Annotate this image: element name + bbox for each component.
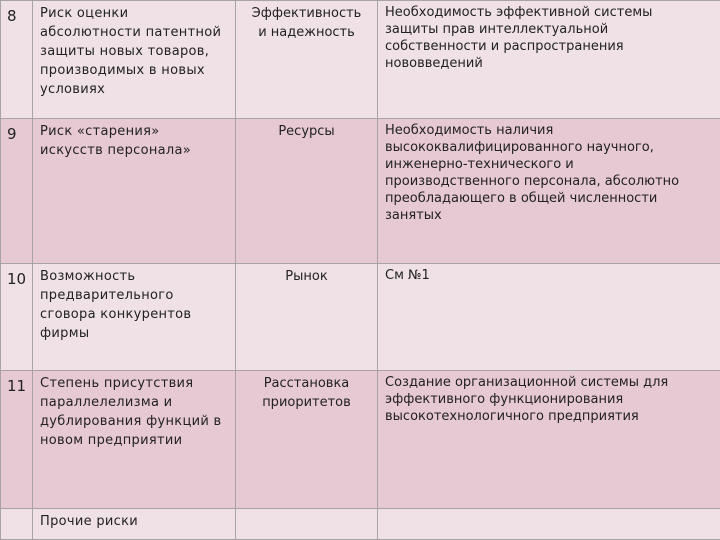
risk-cell: [33, 371, 236, 509]
table-row: [1, 371, 720, 509]
description-text: Необходимость наличия высококвалифицированного научного, инженерно-технического и производственного персонала, абсолютно преобладающего в общей численности занятых: [385, 123, 680, 223]
description-text: См №1: [385, 268, 430, 283]
factor-text: [236, 509, 377, 512]
risk-cell: [33, 509, 236, 540]
risk-text: Прочие риски: [40, 514, 138, 529]
factor-text: Ресурсы: [278, 124, 335, 139]
risk-text: Риск «старения» искусств персонала»: [40, 124, 192, 158]
risk-cell: [33, 1, 236, 119]
table-row: [1, 1, 720, 119]
number-cell: [1, 371, 33, 509]
description-cell: [378, 1, 720, 119]
row-number: 11: [7, 377, 27, 395]
row-number: 9: [7, 125, 17, 143]
row-number: 10: [7, 270, 27, 288]
factor-cell: [236, 119, 378, 264]
number-cell: [1, 264, 33, 371]
risk-text: Возможность предварительного сговора конкурентов фирмы: [40, 269, 192, 341]
factor-cell: [236, 1, 378, 119]
risk-text: Риск оценки абсолютности патентной защиты новых товаров, производимых в новых условиях: [40, 6, 222, 97]
risk-cell: [33, 264, 236, 371]
factor-cell: [236, 264, 378, 371]
table-row: [1, 509, 720, 540]
number-cell: [1, 1, 33, 119]
description-cell: [378, 264, 720, 371]
table-row: [1, 264, 720, 371]
description-text: Создание организационной системы для эффективного функционирования высокотехнологичного предприятия: [385, 375, 669, 424]
table-row: [1, 119, 720, 264]
risk-text: Степень присутствия параллелелизма и дублирования функций в новом предприятии: [40, 376, 222, 448]
description-cell: [378, 119, 720, 264]
risk-cell: [33, 119, 236, 264]
row-number: [1, 509, 32, 515]
factor-cell: [236, 371, 378, 509]
description-text: Необходимость эффективной системы защиты прав интеллектуальной собственности и распространения нововведений: [385, 5, 653, 71]
factor-text: Эффективность и надежность: [251, 6, 362, 40]
number-cell: [1, 509, 33, 540]
description-cell: [378, 371, 720, 509]
factor-text: Расстановка приоритетов: [262, 376, 351, 410]
description-text: [378, 509, 720, 512]
description-cell: [378, 509, 720, 540]
row-number: 8: [7, 7, 17, 25]
factor-text: Рынок: [285, 269, 328, 284]
factor-cell: [236, 509, 378, 540]
number-cell: [1, 119, 33, 264]
